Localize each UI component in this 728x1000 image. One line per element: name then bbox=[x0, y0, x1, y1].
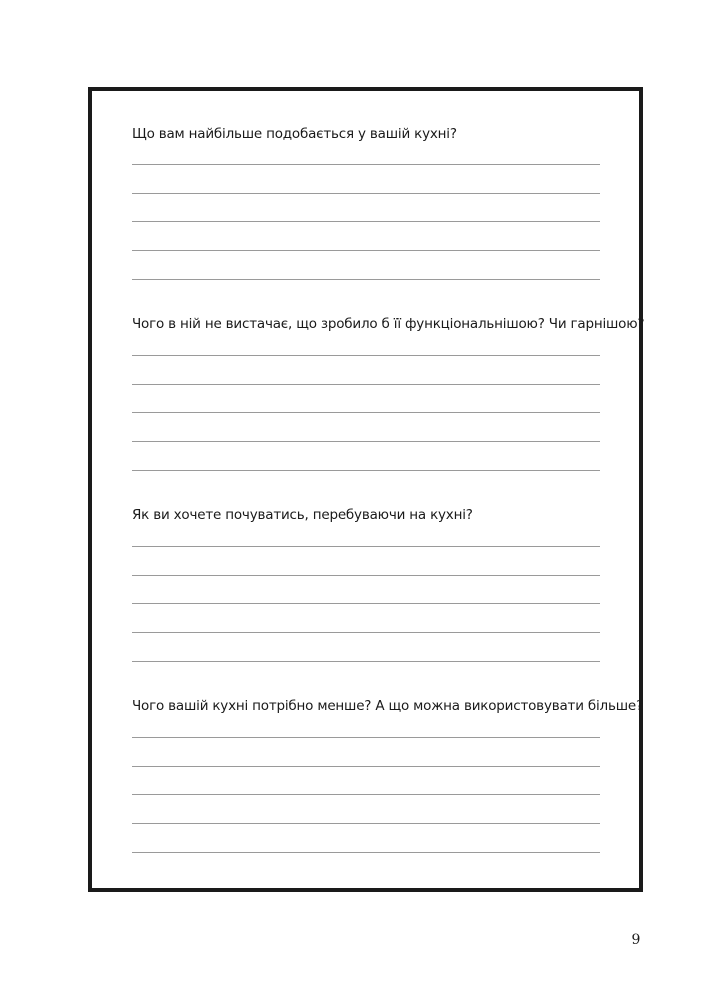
writing-line[interactable] bbox=[132, 794, 600, 795]
writing-line[interactable] bbox=[132, 852, 600, 853]
writing-line[interactable] bbox=[132, 441, 600, 442]
question-section-2 bbox=[132, 314, 645, 334]
worksheet-frame bbox=[88, 87, 643, 892]
page-number: 9 bbox=[631, 932, 641, 948]
writing-line[interactable] bbox=[132, 250, 600, 251]
question-section-1 bbox=[132, 124, 602, 144]
writing-line[interactable] bbox=[132, 412, 600, 413]
writing-line[interactable] bbox=[132, 823, 600, 824]
writing-line[interactable] bbox=[132, 546, 600, 547]
writing-line[interactable] bbox=[132, 575, 600, 576]
writing-line[interactable] bbox=[132, 221, 600, 222]
writing-line[interactable] bbox=[132, 603, 600, 604]
question-text: Як ви хочете почуватись, перебуваючи на кухні? bbox=[132, 507, 473, 523]
writing-line[interactable] bbox=[132, 737, 600, 738]
writing-line[interactable] bbox=[132, 164, 600, 165]
question-section-3 bbox=[132, 505, 602, 525]
writing-line[interactable] bbox=[132, 766, 600, 767]
question-text: Чого вашій кухні потрібно менше? А що можна використовувати більше? bbox=[132, 698, 643, 714]
writing-line[interactable] bbox=[132, 193, 600, 194]
writing-line[interactable] bbox=[132, 384, 600, 385]
writing-line[interactable] bbox=[132, 661, 600, 662]
question-text: Що вам найбільше подобається у вашій кухні? bbox=[132, 126, 457, 142]
question-section-4 bbox=[132, 696, 643, 716]
writing-line[interactable] bbox=[132, 632, 600, 633]
writing-line[interactable] bbox=[132, 279, 600, 280]
writing-line[interactable] bbox=[132, 470, 600, 471]
writing-line[interactable] bbox=[132, 355, 600, 356]
question-text: Чого в ній не вистачає, що зробило б її функціональнішою? Чи гарнішою? bbox=[132, 316, 645, 332]
